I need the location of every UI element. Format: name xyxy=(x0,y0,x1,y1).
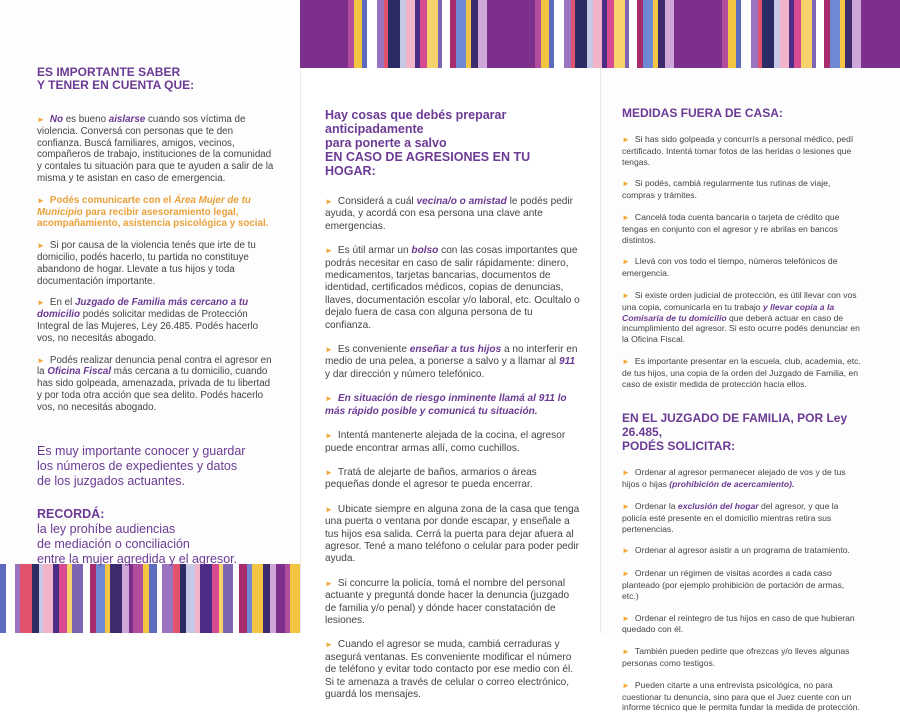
text: es bueno xyxy=(62,114,109,125)
middle-heading-line-1: Hay cosas que debés preparar anticipadamente xyxy=(325,108,507,136)
stripe xyxy=(354,0,362,68)
left-item-aislarse xyxy=(37,114,277,185)
stripe xyxy=(276,564,285,633)
text: Cancelá toda cuenta bancaria o tarjeta de crédito que tengas en conjunto con el agresor y re abrilas en bancos distintos. xyxy=(622,211,840,245)
stripe xyxy=(575,0,587,68)
stripe xyxy=(674,0,722,68)
left-item-juzgado xyxy=(37,297,277,344)
stripe xyxy=(6,564,15,633)
stripe xyxy=(541,0,549,68)
stripe xyxy=(665,0,674,68)
stripe xyxy=(420,0,427,68)
text-emph: 911 xyxy=(558,356,576,368)
text-emph: (prohibición de acercamiento). xyxy=(669,479,795,490)
decorative-stripe-band-bottom xyxy=(0,564,300,633)
bullet-arrow-icon: ► xyxy=(37,195,45,205)
stripe xyxy=(852,0,861,68)
text: En situación de riesgo inminente llamá al 911 lo más rápido posible y comunicá tu situación. xyxy=(325,393,567,417)
bullet-arrow-icon: ► xyxy=(37,241,45,251)
text: Tratá de alejarte de baños, armarios o áreas pequeñas donde el agresor te pueda encerrar. xyxy=(325,466,537,491)
text: la ley prohíbe audiencias xyxy=(37,521,176,536)
right-item-telefonos xyxy=(622,256,862,279)
right-item-cuenta xyxy=(622,212,862,245)
text: Intentá mantenerte alejada de la cocina, el agresor puede encontrar armas allí, como cuchillos. xyxy=(325,430,566,454)
text: En el xyxy=(49,297,75,309)
bullet-arrow-icon: ► xyxy=(325,578,333,588)
right-heading-juzgado xyxy=(622,411,862,453)
text: cuando sos víctima de violencia. Conversá con personas que te den confianza. Buscá familiares, amigos, vecinos, compañeros de trabajo, instituciones de la comunidad y contales tu situación para que te ayuden a salir de la misma y te asistan en caso de emergencia. xyxy=(37,114,274,184)
right-item-rutinas xyxy=(622,178,862,201)
right-column xyxy=(622,106,862,713)
text-emph: y llevar copia a la Comisaría de tu domicilio xyxy=(622,301,835,323)
text: Ordenar al agresor permanecer alejado de vos y de tus hijos o hijas xyxy=(622,467,846,490)
bullet-arrow-icon: ► xyxy=(622,179,630,189)
text: Llevá con vos todo el tiempo, números telefónicos de emergencia. xyxy=(622,256,838,279)
stripe xyxy=(762,0,774,68)
stripe xyxy=(629,0,637,68)
text: de mediación o conciliación xyxy=(37,536,190,551)
stripe xyxy=(794,0,801,68)
text: entre la mujer agredida y el agresor. xyxy=(37,551,238,566)
middle-item-vecina xyxy=(325,196,580,233)
middle-item-banos xyxy=(325,467,580,492)
text: y dar dirección y número telefónico. xyxy=(325,368,485,380)
bullet-arrow-icon: ► xyxy=(622,257,630,267)
right-item-visitas xyxy=(622,568,862,601)
bullet-arrow-icon: ► xyxy=(37,115,45,124)
stripe xyxy=(456,0,466,68)
text: Si podés, cambiá regularmente tus rutinas de viaje, compras y trámites. xyxy=(622,178,831,201)
text: para recibir asesoramiento legal, acompañamiento, asistencia psicológica y social. xyxy=(37,206,269,230)
bullet-arrow-icon: ► xyxy=(325,467,333,477)
bullet-arrow-icon: ► xyxy=(37,355,45,365)
text-emph: vecina/o o amistad xyxy=(416,196,507,207)
bullet-arrow-icon: ► xyxy=(622,546,630,556)
left-heading-line-1: ES IMPORTANTE SABER xyxy=(37,65,181,79)
bullet-arrow-icon: ► xyxy=(622,468,630,478)
middle-column xyxy=(325,108,580,701)
right-item-certificado xyxy=(622,134,862,167)
stripe xyxy=(377,0,384,68)
text: Podés realizar denuncia penal contra el agresor en la xyxy=(37,354,272,378)
right-item-orden xyxy=(622,290,862,345)
fold-line-1 xyxy=(300,0,301,633)
text: Es útil armar un xyxy=(337,245,412,257)
bullet-arrow-icon: ► xyxy=(622,647,630,657)
middle-item-hijos xyxy=(325,344,580,381)
right-item-tratamiento xyxy=(622,545,862,557)
bullet-arrow-icon: ► xyxy=(325,431,333,441)
text-emph: Juzgado de Familia más cercano a tu domicilio xyxy=(37,297,249,321)
middle-item-ubicate xyxy=(325,504,580,566)
stripe xyxy=(162,564,173,633)
middle-item-bolso xyxy=(325,245,580,332)
text: Considerá a cuál xyxy=(337,196,417,207)
stripe xyxy=(43,564,53,633)
stripe xyxy=(406,0,415,68)
stripe xyxy=(83,564,90,633)
stripe xyxy=(593,0,602,68)
text: Podés comunicarte con el xyxy=(49,194,175,206)
text: Es conveniente xyxy=(337,344,410,356)
middle-item-cocina xyxy=(325,430,580,455)
text: Si concurre la policía, tomá el nombre del personal actuante y preguntá donde hacer la denuncia (juzgado de familia y/o penal) y dónde hacer constatación de lesiones. xyxy=(325,577,570,626)
text-emph: aislarse xyxy=(108,114,146,125)
text: que deberá actuar en caso de incumplimiento del agresor. Si esto ocurre podés denunciar en la Oficina Fiscal. xyxy=(622,312,860,345)
right-heading-juzgado-line-2: PODÉS SOLICITAR: xyxy=(622,439,736,454)
text: Cuando el agresor se muda, cambiá cerraduras y asegurá ventanas. Es conveniente modificar el número de teléfono y evitar todo contacto por ese medio con él. Si te amenaza a través de celular o correo electrónico, guardá los mensajes. xyxy=(325,639,574,700)
text: le podés pedir ayuda, y acordá con esa persona una clave ante emergencias. xyxy=(325,196,574,232)
text: Ordenar el reintegro de tus hijos en caso de que hubieran quedado con él. xyxy=(622,612,855,635)
text: Si por causa de la violencia tenés que irte de tu domicilio, podés hacerlo, tu partida no constituye abandono de hogar. Llevate a tus hijos y toda documentación importante. xyxy=(37,240,256,287)
text: También pueden pedirte que ofrezcas y/o lleves algunas personas como testigos. xyxy=(622,646,850,668)
right-item-psicologica xyxy=(622,680,862,713)
stripe xyxy=(133,564,143,633)
stripe xyxy=(845,0,852,68)
text: más cercana a tu domicilio, cuando has sido golpeada, amenazada, privada de tu libertad y por toda otra acción que sea delito. Podés hacerlo vos, no necesitás abogado. xyxy=(37,366,271,413)
text: podés solicitar medidas de Protección Integral de las Mujeres, Ley 26.485. Podés hacerlo vos, no necesitás abogado. xyxy=(37,309,259,344)
stripe xyxy=(96,564,105,633)
middle-heading-line-3: EN CASO DE AGRESIONES EN TU HOGAR: xyxy=(325,150,531,178)
stripe xyxy=(367,0,377,68)
text: Si has sido golpeada y concurrís a personal médico, pedí certificado. Intentá tomar fotos de las heridas o lesiones que tengas. xyxy=(622,134,854,167)
bullet-arrow-icon: ► xyxy=(325,246,333,256)
bullet-arrow-icon: ► xyxy=(622,680,630,690)
right-item-escuela xyxy=(622,356,862,389)
right-item-exclusion xyxy=(622,501,862,534)
text: Ordenar la xyxy=(634,500,678,511)
left-item-domicilio xyxy=(37,240,277,287)
text-emph: exclusión del hogar xyxy=(677,500,759,511)
text-emph: Oficina Fiscal xyxy=(47,366,112,378)
stripe xyxy=(72,564,83,633)
middle-item-cerraduras xyxy=(325,639,580,701)
stripe xyxy=(173,564,180,633)
left-important-note xyxy=(37,444,277,489)
left-heading-line-2: Y TENER EN CUENTA QUE: xyxy=(37,78,195,92)
stripe xyxy=(186,564,195,633)
right-item-reintegro xyxy=(622,613,862,636)
stripe xyxy=(149,564,157,633)
text: del agresor, y que la policía esté presente en el domicilio mientras retira sus pertenencias. xyxy=(622,500,839,534)
left-column xyxy=(37,66,277,567)
stripe xyxy=(110,564,122,633)
stripe xyxy=(427,0,438,68)
stripe xyxy=(239,564,247,633)
bullet-arrow-icon: ► xyxy=(622,135,630,144)
stripe xyxy=(388,0,400,68)
stripe xyxy=(263,564,270,633)
stripe xyxy=(442,0,450,68)
text-emph: Área Mujer de tu Municipio xyxy=(37,194,251,218)
stripe xyxy=(614,0,625,68)
stripe xyxy=(816,0,824,68)
stripe xyxy=(212,564,219,633)
bullet-arrow-icon: ► xyxy=(622,356,630,366)
bullet-arrow-icon: ► xyxy=(622,212,630,222)
stripe xyxy=(643,0,653,68)
text: Ubicate siempre en alguna zona de la casa que tenga una puerta o ventana por donde escapar, y enseñale a tus hijos esa salida. Cerrá la puerta para dejar afuera al agresor. Tené a mano teléfono o celular para poder pedir ayuda. xyxy=(325,503,580,565)
bullet-arrow-icon: ► xyxy=(37,298,45,308)
stripe xyxy=(252,564,263,633)
left-item-area-mujer xyxy=(37,195,277,230)
stripe xyxy=(223,564,233,633)
right-heading-juzgado-line-1: EN EL JUZGADO DE FAMILIA, POR Ley 26.485, xyxy=(622,411,848,440)
text: a no interferir en medio de una pelea, a ponerse a salvo y a llamar al xyxy=(325,344,578,368)
stripe xyxy=(728,0,736,68)
right-item-alejado xyxy=(622,467,862,490)
bullet-arrow-icon: ► xyxy=(622,613,630,623)
bullet-arrow-icon: ► xyxy=(325,197,333,206)
stripe xyxy=(861,0,900,68)
text: Ordenar un régimen de visitas acordes a cada caso planteado (por ejemplo prohibición de portación de armas, etc.) xyxy=(622,568,845,601)
right-item-testigos xyxy=(622,646,862,669)
text-emph: No xyxy=(49,114,63,125)
stripe xyxy=(751,0,758,68)
stripe xyxy=(564,0,571,68)
bullet-arrow-icon: ► xyxy=(325,394,333,404)
bullet-arrow-icon: ► xyxy=(622,290,630,300)
text: Es importante presentar en la escuela, club, academia, etc. de tus hijos, una copia de la orden del Juzgado de Familia, en caso de existir medida de protección hacia ellos. xyxy=(622,355,861,389)
stripe xyxy=(478,0,487,68)
stripe xyxy=(658,0,665,68)
text: de los juzgados actuantes. xyxy=(37,473,186,488)
middle-heading xyxy=(325,108,580,178)
middle-item-policia xyxy=(325,578,580,628)
stripe xyxy=(830,0,840,68)
stripe xyxy=(801,0,812,68)
stripe xyxy=(300,0,348,68)
stripe xyxy=(471,0,478,68)
bullet-arrow-icon: ► xyxy=(622,501,630,511)
bullet-arrow-icon: ► xyxy=(325,640,333,650)
right-heading-medidas: MEDIDAS FUERA DE CASA: xyxy=(622,106,783,120)
stripe xyxy=(487,0,535,68)
text-emph: enseñar a tus hijos xyxy=(409,344,502,356)
stripe xyxy=(780,0,789,68)
left-item-denuncia xyxy=(37,355,277,414)
text-emph: bolso xyxy=(411,245,439,257)
stripe xyxy=(59,564,67,633)
stripe xyxy=(32,564,39,633)
bullet-arrow-icon: ► xyxy=(622,569,630,579)
text: Si existe orden judicial de protección, es útil llevar con vos una copia, comunicarla en tu trabajo xyxy=(622,289,857,312)
text: Ordenar al agresor asistir a un programa de tratamiento. xyxy=(634,545,850,556)
stripe xyxy=(122,564,129,633)
decorative-stripe-band-top xyxy=(300,0,900,68)
fold-line-2 xyxy=(600,0,601,633)
left-recorda xyxy=(37,507,277,567)
stripe xyxy=(20,564,32,633)
middle-item-riesgo xyxy=(325,393,580,418)
middle-heading-line-2: para ponerte a salvo xyxy=(325,136,447,150)
stripe xyxy=(200,564,212,633)
left-heading xyxy=(37,66,277,92)
stripe xyxy=(554,0,564,68)
text: con las cosas importantes que podrás necesitar en caso de salir rápidamente: dinero, medicamentos, tarjetas bancarias, documentos de identidad, certificados médicos, copias de denuncias, llaves, documentación escolar y/o laboral, etc. Ocultalo o dejalo fuera de casa con alguna persona de tu confianza. xyxy=(325,245,580,331)
stripe xyxy=(290,564,300,633)
bullet-arrow-icon: ► xyxy=(325,504,333,514)
stripe xyxy=(741,0,751,68)
text: los números de expedientes y datos xyxy=(37,458,238,473)
text: Pueden citarte a una entrevista psicológica, no para cuestionar tu denuncia, sino para que el Juez cuente con un informe técnico que le permita fundar la medida de protección. xyxy=(622,679,860,713)
recorda-title: RECORDÁ: xyxy=(37,506,105,521)
stripe xyxy=(607,0,614,68)
bullet-arrow-icon: ► xyxy=(325,345,333,355)
text: Es muy importante conocer y guardar xyxy=(37,443,246,458)
